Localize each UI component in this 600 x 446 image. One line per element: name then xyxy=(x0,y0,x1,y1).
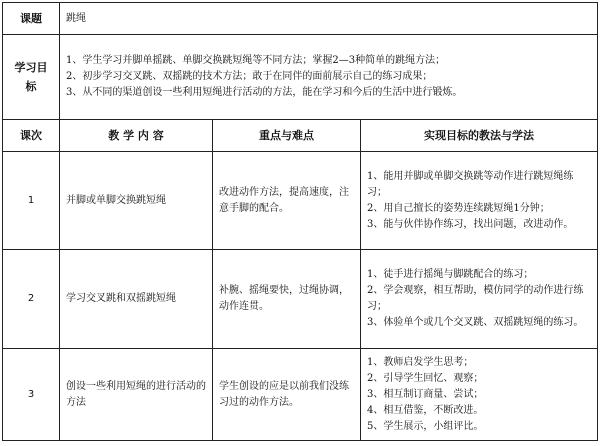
header-row xyxy=(3,120,598,152)
methods-list xyxy=(367,355,591,435)
lesson-number: 3 xyxy=(3,349,60,441)
objectives-row xyxy=(3,35,598,120)
lesson-number: 1 xyxy=(3,152,60,250)
lesson-row-1 xyxy=(3,152,598,250)
method-item: 3、相互制订商量、尝试； xyxy=(367,388,484,400)
lesson-methods xyxy=(361,152,598,250)
lesson-content: 学习交叉跳和双摇跳短绳 xyxy=(60,250,213,349)
topic-row xyxy=(3,3,598,35)
header-content: 教 学 内 容 xyxy=(60,120,213,152)
methods-list xyxy=(367,267,591,331)
lesson-methods xyxy=(361,250,598,349)
header-key-points: 重点与难点 xyxy=(213,120,361,152)
objectives-list xyxy=(66,53,591,101)
lesson-key-points: 改进动作方法，提高速度，注意手脚的配合。 xyxy=(213,152,361,250)
method-item: 3、能与伙伴协作练习，找出问题，改进动作。 xyxy=(367,218,574,230)
objectives-label-text: 学习目标 xyxy=(14,61,48,93)
header-methods: 实现目标的教法与学法 xyxy=(361,120,598,152)
lesson-content: 创设一些利用短绳的进行活动的方法 xyxy=(60,349,213,441)
lesson-number: 2 xyxy=(3,250,60,349)
method-item: 5、学生展示，小组评比。 xyxy=(367,420,484,432)
lesson-content: 并脚或单脚交换跳短绳 xyxy=(60,152,213,250)
method-item: 2、用自己擅长的姿势连续跳短绳1分钟； xyxy=(367,202,550,214)
method-item: 1、徒手进行摇绳与脚跳配合的练习； xyxy=(367,269,534,280)
objective-item: 1、学生学习并脚单摇跳、单脚交换跳短绳等不同方法；掌握2—3种简单的跳绳方法； xyxy=(66,55,446,66)
objectives-label xyxy=(3,35,60,120)
lesson-row-2 xyxy=(3,250,598,349)
method-item: 1、能用并脚或单脚交换跳等动作进行跳短绳练习； xyxy=(367,170,574,198)
objective-item: 3、从不同的渠道创设一些利用短绳进行活动的方法，能在学习和今后的生活中进行锻炼。 xyxy=(66,87,463,98)
lesson-methods xyxy=(361,349,598,441)
lesson-plan-table xyxy=(2,2,598,441)
method-item: 2、引导学生回忆、观察； xyxy=(367,372,484,384)
lesson-row-3 xyxy=(3,349,598,441)
lesson-key-points: 学生创设的应是以前我们没练习过的动作方法。 xyxy=(213,349,361,441)
lesson-key-points: 补腕、摇绳要快，过绳协调，动作连贯。 xyxy=(213,250,361,349)
objectives-cell xyxy=(60,35,598,120)
method-item: 2、学会观察，相互帮助，模仿同学的动作进行练习； xyxy=(367,285,584,312)
topic-label: 课题 xyxy=(3,3,60,35)
objective-item: 2、初步学习交叉跳、双摇跳的技术方法；敢于在同伴的面前展示自己的练习成果； xyxy=(66,71,433,82)
header-lesson: 课次 xyxy=(3,120,60,152)
method-item: 3、体验单个或几个交叉跳、双摇跳短绳的练习。 xyxy=(367,317,584,328)
methods-list xyxy=(367,169,591,233)
method-item: 1、教师启发学生思考； xyxy=(367,356,474,368)
topic-value: 跳绳 xyxy=(60,3,598,35)
method-item: 4、相互借鉴，不断改进。 xyxy=(367,404,484,416)
